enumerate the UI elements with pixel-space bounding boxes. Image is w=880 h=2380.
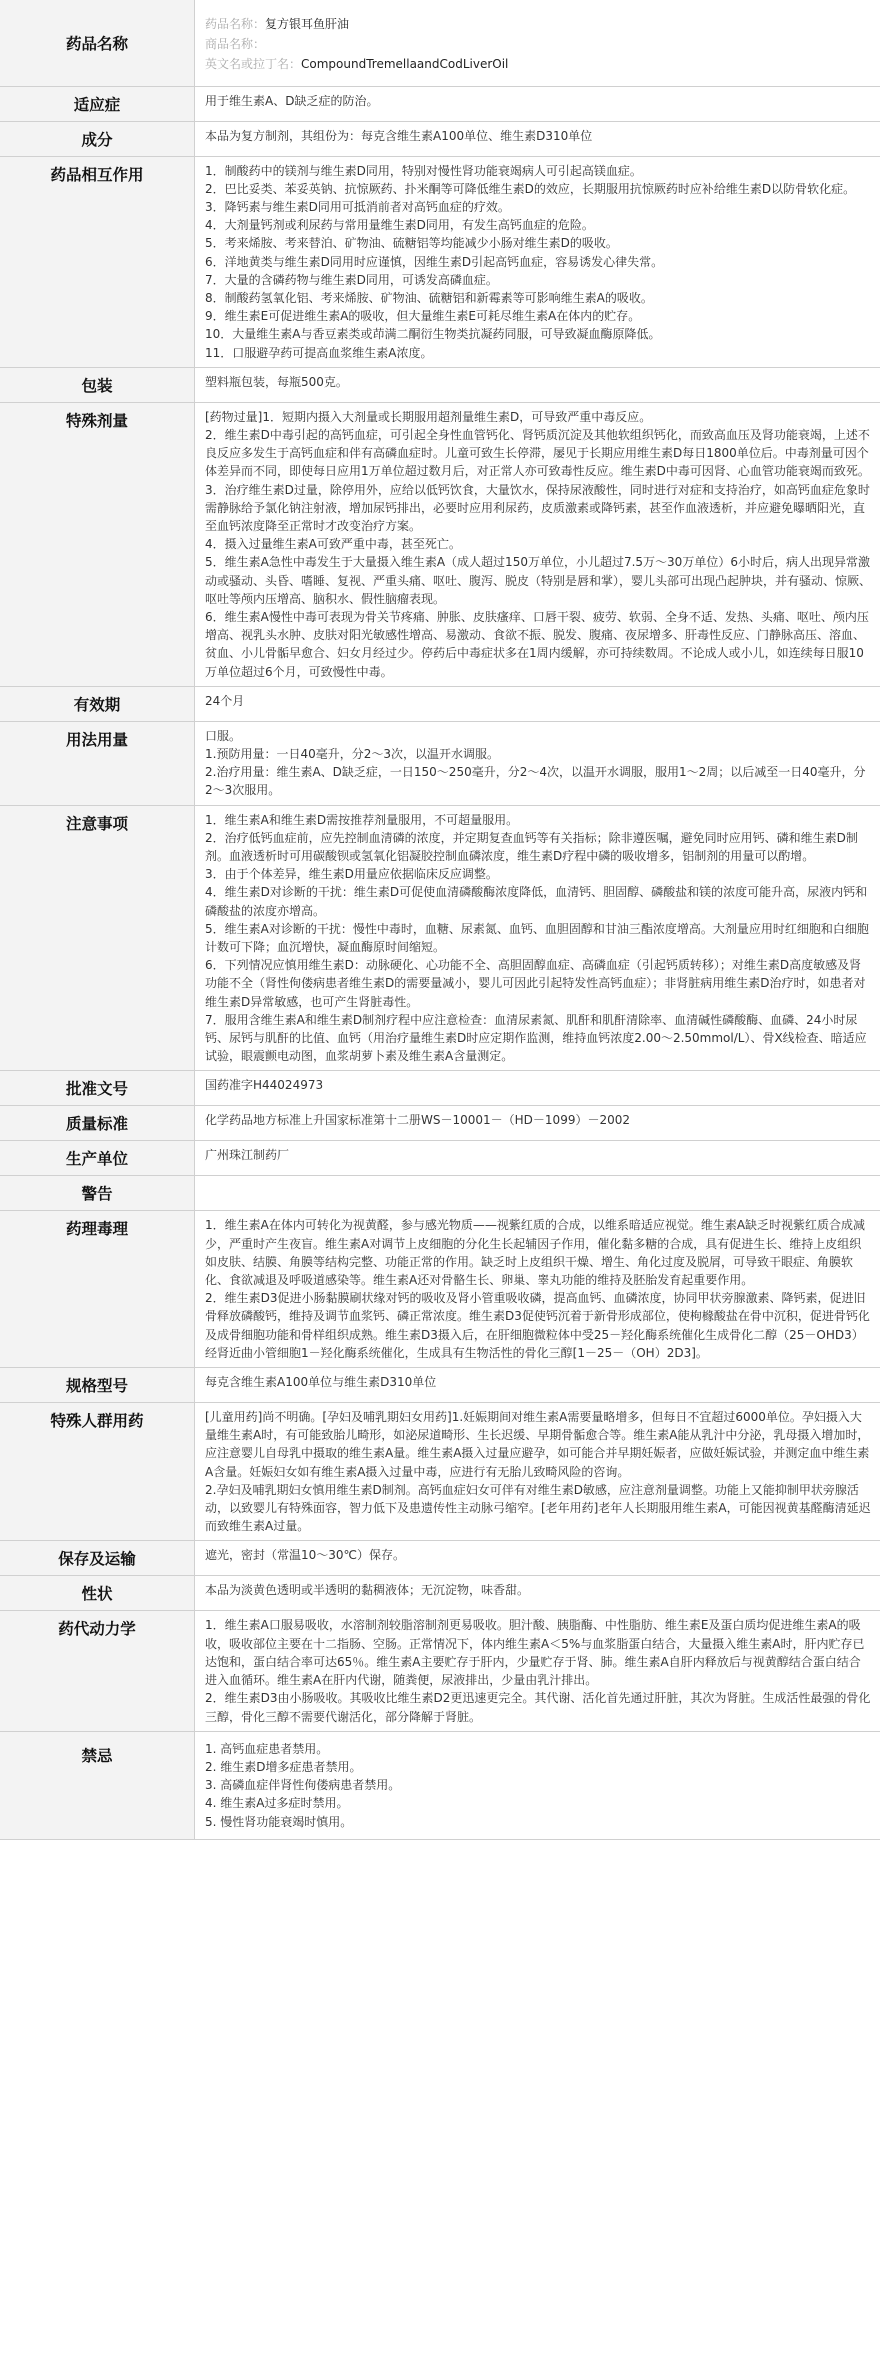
label-precautions: 注意事项 [0, 805, 195, 1071]
content-manufacturer: 广州珠江制药厂 [195, 1141, 880, 1176]
row-standard [0, 1106, 880, 1141]
overdose-item: [药物过量]1．短期内摄入大剂量或长期服用超剂量维生素D，可导致严重中毒反应。 [205, 409, 652, 424]
interaction-item: 11．口服避孕药可提高血浆维生素A浓度。 [205, 345, 433, 360]
row-validity [0, 686, 880, 721]
label-pharmacology: 药理毒理 [0, 1211, 195, 1368]
trade-name-key: 商品名称： [205, 37, 266, 51]
interaction-item: 2．巴比妥类、苯妥英钠、抗惊厥药、扑米酮等可降低维生素D的效应，长期服用抗惊厥药时应补给维生素D以防骨软化症。 [205, 181, 856, 196]
row-interactions [0, 156, 880, 367]
interaction-item: 8．制酸药氢氧化铝、考来烯胺、矿物油、硫糖铝和新霉素等可影响维生素A的吸收。 [205, 290, 653, 305]
common-name-key: 药品名称： [205, 17, 266, 31]
contraindication-item: 5. 慢性肾功能衰竭时慎用。 [205, 1814, 353, 1829]
label-warning: 警告 [0, 1176, 195, 1211]
english-name-key: 英文名或拉丁名： [205, 57, 302, 71]
row-spec [0, 1368, 880, 1403]
precaution-item: 5．维生素A对诊断的干扰：慢性中毒时，血糖、尿素氮、血钙、血胆固醇和甘油三酯浓度增高。大剂量应用时红细胞和白细胞计数可下降；血沉增快，凝血酶原时间缩短。 [205, 921, 869, 955]
pharmacokinetics-item: 2．维生素D3由小肠吸收。其吸收比维生素D2更迅速更完全。其代谢、活化首先通过肝脏，其次为肾脏。生成活性最强的骨化三醇，骨化三醇不需要代谢活化，部分降解于肾脏。 [205, 1691, 871, 1724]
row-character [0, 1576, 880, 1611]
interaction-item: 7．大量的含磷药物与维生素D同用，可诱发高磷血症。 [205, 272, 498, 287]
content-spec: 每克含维生素A100单位与维生素D310单位 [195, 1368, 880, 1403]
overdose-item: 5．维生素A急性中毒发生于大量摄入维生素A（成人超过150万单位，小儿超过7.5万～30万单位）6小时后，病人出现异常激动或骚动、头昏、嗜睡、复视、严重头痛、呕吐、腹泻、脱皮（特别是唇和掌），婴儿头部可出现凸起肿块，并有骚动、惊厥、呕吐等颅内压增高、脑积水、假性脑瘤表现。 [205, 555, 872, 606]
content-validity: 24个月 [195, 686, 880, 721]
label-pharmacokinetics: 药代动力学 [0, 1611, 195, 1731]
interaction-item: 9．维生素E可促进维生素A的吸收，但大量维生素E可耗尽维生素A在体内的贮存。 [205, 309, 641, 324]
label-contraindications: 禁忌 [0, 1731, 195, 1839]
contraindication-item: 3. 高磷血症伴肾性佝偻病患者禁用。 [205, 1778, 401, 1793]
content-interactions [195, 156, 880, 367]
common-name-value: 复方银耳鱼肝油 [265, 17, 350, 31]
pharmacology-item: 2．维生素D3促进小肠黏膜刷状缘对钙的吸收及肾小管重吸收磷，提高血钙、血磷浓度，协同甲状旁腺激素、降钙素，促进旧骨释放磷酸钙，维持及调节血浆钙、磷正常浓度。维生素D3促使钙沉着于新骨形成部位，使枸橼酸盐在骨中沉积，促进骨钙化及成骨细胞功能和骨样组织成熟。维生素D3摄入后，在肝细胞微粒体中受25－羟化酶系统催化生成骨化二醇（25－OHD3）经肾近曲小管细胞1－羟化酶系统催化，生成具有生物活性的骨化三醇[1－25－（OH）2D3]。 [205, 1291, 870, 1360]
row-special-groups [0, 1403, 880, 1541]
label-dosage: 用法用量 [0, 721, 195, 805]
overdose-item: 3．治疗维生素D过量，除停用外，应给以低钙饮食，大量饮水，保持尿液酸性，同时进行对症和支持治疗，如高钙血症危象时需静脉给予氯化钠注射液，增加尿钙排出，必要时应用利尿药，皮质激素或降钙素，甚至作血液透析，并应避免曝晒阳光，直至血钙浓度降至正常时才改变治疗方案。 [205, 482, 870, 533]
precaution-item: 4．维生素D对诊断的干扰：维生素D可促使血清磷酸酶浓度降低，血清钙、胆固醇、磷酸盐和镁的浓度可能升高，尿液内钙和磷酸盐的浓度亦增高。 [205, 885, 868, 918]
content-contraindications [195, 1731, 880, 1839]
interaction-item: 6．洋地黄类与维生素D同用时应谨慎，因维生素D引起高钙血症，容易诱发心律失常。 [205, 254, 664, 269]
contraindication-item: 2. 维生素D增多症患者禁用。 [205, 1759, 362, 1774]
content-warning [195, 1176, 880, 1211]
label-special-groups: 特殊人群用药 [0, 1403, 195, 1541]
label-character: 性状 [0, 1576, 195, 1611]
row-pharmacology [0, 1211, 880, 1368]
pharmacology-item: 1．维生素A在体内可转化为视黄醛，参与感光物质——视紫红质的合成，以维系暗适应视觉。维生素A缺乏时视紫红质合成减少，严重时产生夜盲。维生素A对调节上皮细胞的分化生长起辅因子作用，催化黏多糖的合成，具有促进生长、维持上皮组织如皮肤、结膜、角膜等结构完整、功能正常的作用。缺乏时上皮组织干燥、增生、角化过度及脱屑，可导致干眼症、角膜软化、食欲减退及呼吸道感染等。维生素A还对骨骼生长、卵巢、睾丸功能的维持及胚胎发育起重要作用。 [205, 1218, 866, 1288]
content-storage: 遮光，密封（常温10～30℃）保存。 [195, 1541, 880, 1576]
content-ingredients: 本品为复方制剂，其组份为：每克含维生素A100单位、维生素D310单位 [195, 121, 880, 156]
content-overdose [195, 402, 880, 686]
row-manufacturer [0, 1141, 880, 1176]
row-package [0, 367, 880, 402]
label-manufacturer: 生产单位 [0, 1141, 195, 1176]
content-name [195, 0, 880, 86]
interaction-item: 1．制酸药中的镁剂与维生素D同用，特别对慢性肾功能衰竭病人可引起高镁血症。 [205, 163, 642, 178]
row-name [0, 0, 880, 86]
contraindication-item: 4. 维生素A过多症时禁用。 [205, 1796, 349, 1811]
interaction-item: 10．大量维生素A与香豆素类或茚满二酮衍生物类抗凝药同服，可导致凝血酶原降低。 [205, 327, 661, 342]
row-ingredients [0, 121, 880, 156]
content-indication: 用于维生素A、D缺乏症的防治。 [195, 86, 880, 121]
row-dosage [0, 721, 880, 805]
precaution-item: 3．由于个体差异，维生素D用量应依据临床反应调整。 [205, 867, 498, 882]
content-pharmacokinetics [195, 1611, 880, 1731]
precaution-item: 7．服用含维生素A和维生素D制剂疗程中应注意检查：血清尿素氮、肌酐和肌酐清除率、血清碱性磷酸酶、血磷、24小时尿钙、尿钙与肌酐的比值、血钙（用治疗量维生素D时应定期作监测，维持血钙浓度2.00～2.50mmol/L）、骨X线检查、暗适应试验，眼震颤电动图，血浆胡萝卜素及维生素A含量测定。 [205, 1012, 867, 1064]
row-storage [0, 1541, 880, 1576]
interaction-item: 5．考来烯胺、考来替泊、矿物油、硫糖铝等均能减少小肠对维生素D的吸收。 [205, 236, 618, 251]
label-interactions: 药品相互作用 [0, 156, 195, 367]
label-indication: 适应症 [0, 86, 195, 121]
content-pharmacology [195, 1211, 880, 1368]
pharmacokinetics-item: 1．维生素A口服易吸收，水溶制剂较脂溶制剂更易吸收。胆汁酸、胰脂酶、中性脂肪、维生素E及蛋白质均促进维生素A的吸收，吸收部位主要在十二指肠、空肠。正常情况下，体内维生素A＜5%与血浆脂蛋白结合，大量摄入维生素A时，肝内贮存已达饱和，蛋白结合率可达65％。维生素A主要贮存于肝内，少量贮存于肾、肺。维生素A自肝内释放后与视黄醇结合蛋白结合进入血循环。维生素A在肝内代谢，随粪便，尿液排出，少量由乳汁排出。 [205, 1618, 865, 1688]
precaution-item: 1．维生素A和维生素D需按推荐剂量服用，不可超量服用。 [205, 812, 519, 827]
content-dosage [195, 721, 880, 805]
label-ingredients: 成分 [0, 121, 195, 156]
dosage-item: 1.预防用量：一日40毫升，分2～3次，以温开水调服。 [205, 746, 499, 761]
label-package: 包装 [0, 367, 195, 402]
label-storage: 保存及运输 [0, 1541, 195, 1576]
label-overdose: 特殊剂量 [0, 402, 195, 686]
label-spec: 规格型号 [0, 1368, 195, 1403]
content-precautions [195, 805, 880, 1071]
content-character: 本品为淡黄色透明或半透明的黏稠液体；无沉淀物，味香甜。 [195, 1576, 880, 1611]
label-validity: 有效期 [0, 686, 195, 721]
content-standard: 化学药品地方标准上升国家标准第十二册WS－10001－（HD－1099）－2002 [195, 1106, 880, 1141]
precaution-item: 6．下列情况应慎用维生素D：动脉硬化、心功能不全、高胆固醇血症、高磷血症（引起钙质转移）；对维生素D高度敏感及肾功能不全（肾性佝偻病患者维生素D的需要量减小，婴儿可因此引起特发性高钙血症）；非肾脏病用维生素D治疗时，如患者对维生素D异常敏感，也可产生肾脏毒性。 [205, 958, 866, 1009]
special-group-item: 2.孕妇及哺乳期妇女慎用维生素D制剂。高钙血症妇女可伴有对维生素D敏感，应注意剂量调整。功能上又能抑制甲状旁腺活动，以致婴儿有特殊面容，智力低下及患遗传性主动脉弓缩窄。[老年用药]老年人长期服用维生素A，可能因视黄基醛酶清延迟而致维生素A过量。 [205, 1482, 871, 1534]
special-group-item: [儿童用药]尚不明确。[孕妇及哺乳期妇女用药]1.妊娠期间对维生素A需要量略增多，但每日不宜超过6000单位。孕妇摄入大量维生素A时，有可能致胎儿畸形，如泌尿道畸形、生长迟缓、早期骨骺愈合等。维生素A能从乳汁中分泌，乳母摄入增加时，应注意婴儿自母乳中摄取的维生素A量。维生素A摄入过量应避孕，如可能合并早期妊娠者，应做妊娠试验，并测定血中维生素A含量。妊娠妇女如有维生素A摄入过量中毒，应进行有无胎儿致畸风险的咨询。 [205, 1410, 870, 1479]
row-warning [0, 1176, 880, 1211]
dosage-item: 2.治疗用量：维生素A、D缺乏症，一日150～250毫升，分2～4次，以温开水调服，服用1～2周；以后减至一日40毫升，分2～3次服用。 [205, 765, 866, 798]
label-name: 药品名称 [0, 0, 195, 86]
english-name-value: CompoundTremellaandCodLiverOil [301, 57, 509, 71]
overdose-item: 4．摄入过量维生素A可致严重中毒，甚至死亡。 [205, 537, 461, 552]
label-approval: 批准文号 [0, 1071, 195, 1106]
overdose-item: 2．维生素D中毒引起的高钙血症，可引起全身性血管钙化、肾钙质沉淀及其他软组织钙化，而致高血压及肾功能衰竭，上述不良反应多发生于高钙血症和伴有高磷血症时。儿童可致生长停滞，屡见于长期应用维生素D每日1800单位后。中毒剂量可因个体差异而不同，即使每日应用1万单位超过数月后，对正常人亦可致毒性反应。维生素D中毒可因肾、心血管功能衰竭而致死。 [205, 427, 870, 479]
row-overdose [0, 402, 880, 686]
row-precautions [0, 805, 880, 1071]
contraindication-item: 1. 高钙血症患者禁用。 [205, 1741, 329, 1756]
interaction-item: 3．降钙素与维生素D同用可抵消前者对高钙血症的疗效。 [205, 199, 510, 214]
row-contraindications [0, 1731, 880, 1839]
row-pharmacokinetics [0, 1611, 880, 1731]
label-standard: 质量标准 [0, 1106, 195, 1141]
interaction-item: 4．大剂量钙剂或利尿药与常用量维生素D同用，有发生高钙血症的危险。 [205, 218, 594, 233]
row-indication [0, 86, 880, 121]
precaution-item: 2．治疗低钙血症前，应先控制血清磷的浓度，并定期复查血钙等有关指标；除非遵医嘱，避免同时应用钙、磷和维生素D制剂。血液透析时可用碳酸钡或氢氧化铝凝胶控制血磷浓度，维生素D疗程中磷的吸收增多，铝制剂的用量可以酌增。 [205, 830, 858, 863]
dosage-item: 口服。 [205, 728, 242, 743]
row-approval [0, 1071, 880, 1106]
content-special-groups [195, 1403, 880, 1541]
content-approval: 国药准字H44024973 [195, 1071, 880, 1106]
content-package: 塑料瓶包装，每瓶500克。 [195, 367, 880, 402]
overdose-item: 6．维生素A慢性中毒可表现为骨关节疼痛、肿胀、皮肤瘙痒、口唇干裂、疲劳、软弱、全身不适、发热、头痛、呕吐、颅内压增高、视乳头水肿、皮肤对阳光敏感性增高、易激动、食欲不振、脱发、腹痛、夜尿增多、肝毒性反应、门静脉高压、溶血、贫血、小儿骨骺早愈合、妇女月经过少。停药后中毒症状多在1周内缓解，亦可持续数周。不论成人或小儿，如连续每日服10万单位超过6个月，可致慢性中毒。 [205, 609, 869, 679]
